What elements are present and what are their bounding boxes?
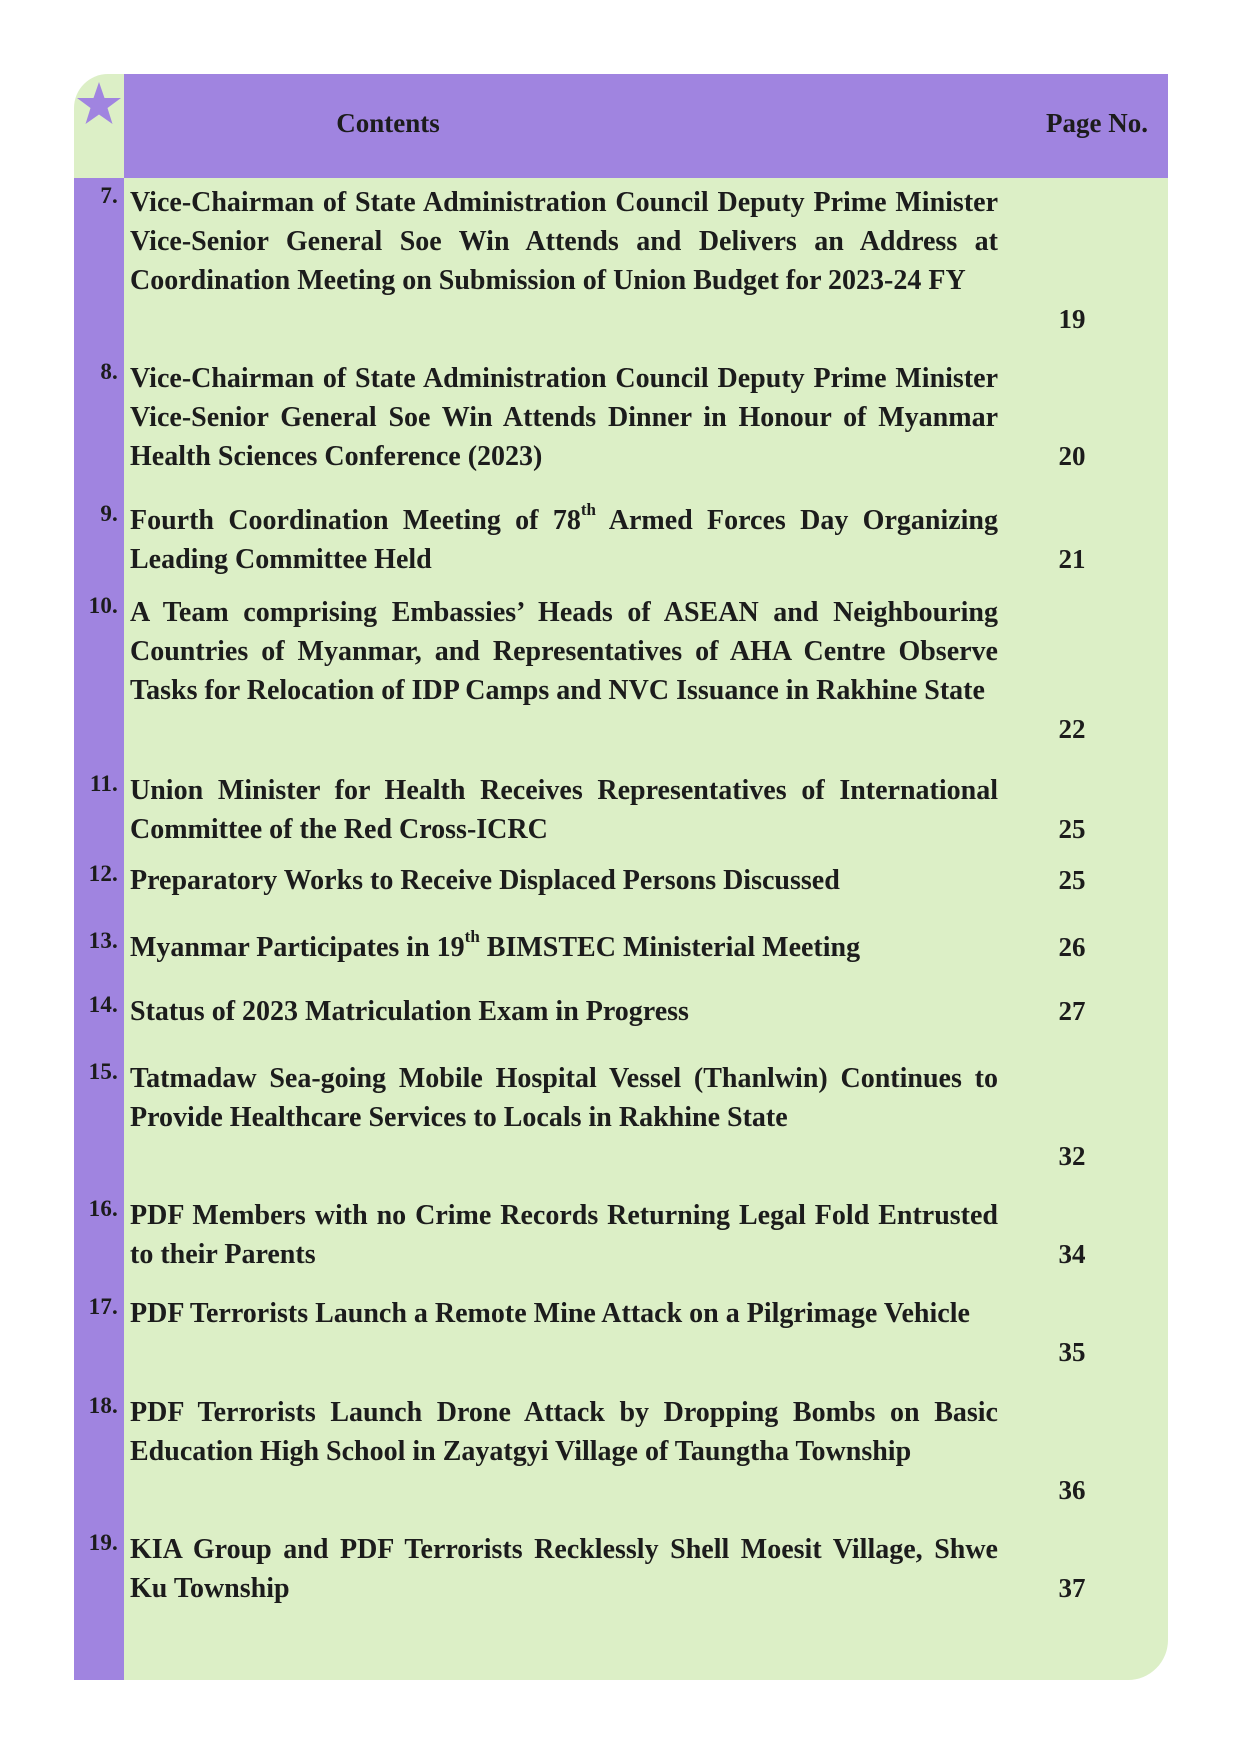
entry-number: 13. — [88, 928, 118, 953]
contents-panel — [74, 74, 1168, 1680]
entry-title — [130, 501, 998, 579]
entry-number: 9. — [100, 501, 118, 526]
toc-entry[interactable] — [74, 183, 1168, 339]
entry-title-text: Fourth Coordination Meeting of 78 — [130, 505, 581, 536]
page-number-heading: Page No. — [1046, 108, 1148, 138]
entry-page-number: 32 — [1058, 1141, 1086, 1171]
entry-title: PDF Members with no Crime Records Returning Legal Fold Entrusted to their Parents — [130, 1200, 998, 1270]
entry-page-number: 27 — [1058, 996, 1086, 1026]
ordinal-suffix: th — [464, 926, 480, 946]
toc-entry[interactable] — [74, 501, 1168, 579]
toc-entry[interactable] — [74, 1059, 1168, 1176]
entry-number: 8. — [100, 359, 118, 384]
entry-title-text: BIMSTEC Ministerial Meeting — [479, 932, 861, 963]
entry-number: 19. — [88, 1530, 118, 1555]
toc-entry[interactable] — [74, 593, 1168, 749]
toc-entry[interactable] — [74, 359, 1168, 476]
entry-title: A Team comprising Embassies’ Heads of ASEAN and Neighbouring Countries of Myanmar, and Representatives of AHA Centre Observe Tasks for Relocation of IDP Camps and NVC Issuance in Rakhine State — [130, 597, 998, 706]
entry-number: 10. — [88, 593, 118, 618]
entry-number: 7. — [100, 183, 118, 208]
toc-entry[interactable] — [74, 1196, 1168, 1274]
star-icon — [74, 74, 124, 178]
entry-number: 14. — [88, 992, 118, 1017]
entry-page-number: 19 — [1058, 304, 1086, 334]
entry-page-number: 26 — [1058, 932, 1086, 962]
entry-number: 12. — [88, 861, 118, 886]
toc-entry[interactable] — [74, 1530, 1168, 1608]
entry-title: Union Minister for Health Receives Representatives of International Committee of the Red Cross-ICRC — [130, 775, 998, 845]
entry-title — [130, 928, 998, 967]
entry-title: Status of 2023 Matriculation Exam in Progress — [130, 996, 689, 1027]
star-corner — [74, 74, 124, 178]
entry-title: KIA Group and PDF Terrorists Recklessly Shell Moesit Village, Shwe Ku Township — [130, 1534, 998, 1604]
toc-entry[interactable] — [74, 992, 1168, 1031]
entry-title: Tatmadaw Sea-going Mobile Hospital Vessel (Thanlwin) Continues to Provide Healthcare Services to Locals in Rakhine State — [130, 1063, 998, 1133]
toc-entry[interactable] — [74, 771, 1168, 849]
entry-page-number: 37 — [1058, 1573, 1086, 1603]
entry-page-number: 36 — [1058, 1475, 1086, 1505]
entry-number: 16. — [88, 1196, 118, 1221]
entry-number: 18. — [88, 1393, 118, 1418]
entry-page-number: 25 — [1058, 814, 1086, 844]
toc-entry[interactable] — [74, 1294, 1168, 1372]
entry-title-text: Myanmar Participates in 19 — [130, 932, 465, 963]
entry-title: Preparatory Works to Receive Displaced Persons Discussed — [130, 865, 840, 896]
toc-entry[interactable] — [74, 928, 1168, 967]
entry-title: PDF Terrorists Launch Drone Attack by Dropping Bombs on Basic Education High School in Zayatgyi Village of Taungtha Township — [130, 1397, 998, 1467]
entry-page-number: 20 — [1058, 441, 1086, 471]
entry-title: PDF Terrorists Launch a Remote Mine Attack on a Pilgrimage Vehicle — [130, 1298, 970, 1329]
entry-number: 17. — [88, 1294, 118, 1319]
entry-page-number: 25 — [1058, 865, 1086, 895]
entry-number: 11. — [89, 771, 118, 796]
entry-number: 15. — [88, 1059, 118, 1084]
entry-title: Vice-Chairman of State Administration Council Deputy Prime Minister Vice-Senior General Soe Win Attends Dinner in Honour of Myanmar Health Sciences Conference (2023) — [130, 363, 998, 472]
contents-heading: Contents — [336, 108, 440, 138]
ordinal-suffix: th — [580, 499, 596, 519]
entry-page-number: 35 — [1058, 1337, 1086, 1367]
toc-entry[interactable] — [74, 1393, 1168, 1510]
entry-title-text: Armed Forces Day Organizing Leading Committee Held — [130, 505, 999, 575]
entry-title: Vice-Chairman of State Administration Council Deputy Prime Minister Vice-Senior General Soe Win Attends and Delivers an Address at Coordination Meeting on Submission of Union Budget for 2023-24 FY — [130, 187, 998, 296]
entry-page-number: 21 — [1058, 544, 1086, 574]
toc-entry[interactable] — [74, 861, 1168, 900]
entry-page-number: 22 — [1058, 714, 1086, 744]
entry-page-number: 34 — [1058, 1239, 1086, 1269]
